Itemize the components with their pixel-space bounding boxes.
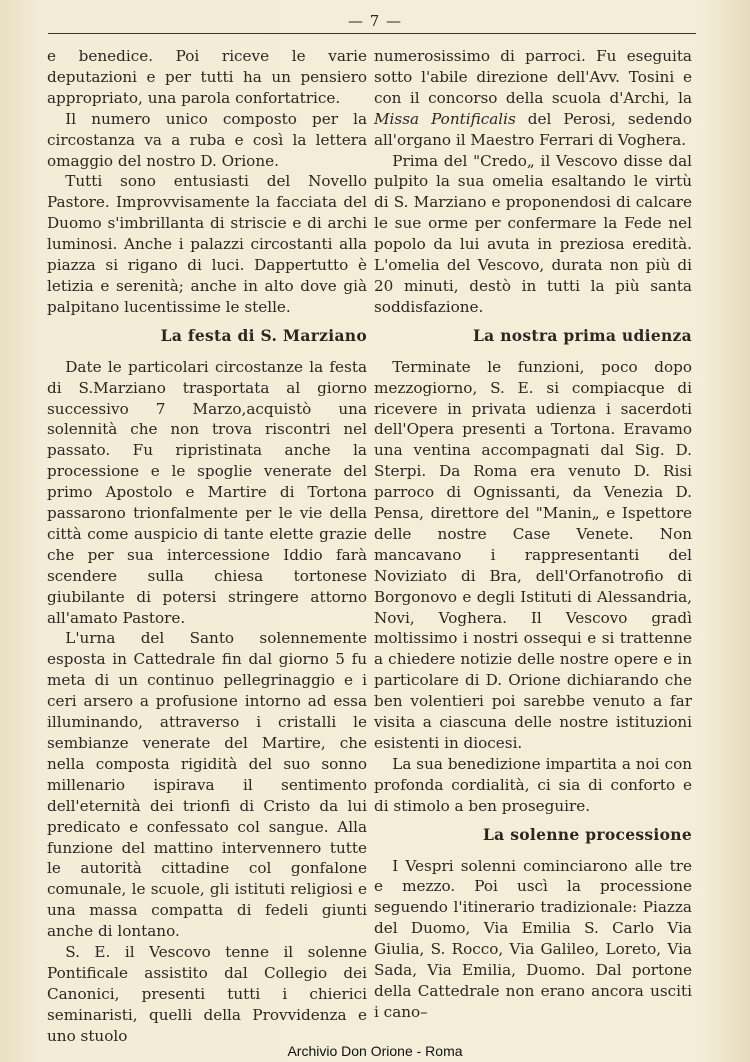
header-rule — [48, 33, 696, 34]
left-paragraph-5: L'urna del Santo solennemente esposta in Cattedrale fin dal giorno 5 fu meta di un continuo pellegrinaggio e i ceri arsero a profusione intorno ad essa illuminando, attraverso i cristalli le sembianze venerate del Martire, che nella composta rigidità del suo sonno millenario ispirava il sentimento dell'eternità dei trionfi di Cristo da lui predicato e confessato col sangue. Alla funzione del mattino intervennero tutte le autorità cittadine col gonfalone comunale, le scuole, gli istituti religiosi e una massa compatta di fedeli giunti anche di lontano. — [47, 629, 367, 941]
missa-title: Missa Pontificalis — [374, 109, 516, 128]
right-paragraph-2: Prima del "Credo„ il Vescovo disse dal pulpito la sua omelia esaltando le virtù di S. Marziano e proponendosi di calcare le sue orme per confermare la Fede nel popolo da lui avuta in preziosa eredità. L'omelia del Vescovo, durata non più di 20 minuti, destò in tutti la più santa soddisfazione. — [374, 151, 692, 316]
left-paragraph-4: Date le particolari circostanze la festa di S.Marziano trasportata al giorno successivo 7 Marzo,acquistò una solennità che non trova riscontri nel passato. Fu ripristinata anche la processione e le spoglie venerate del primo Apostolo e Martire di Tortona passarono trionfalmente per le vie della città come auspicio di tante elette grazie che per sua intercessione Iddio farà scendere sulla chiesa tortonese giubilante di potersi stringere attorno all'amato Pastore. — [47, 357, 367, 627]
section-heading-processione: La solenne processione — [482, 824, 692, 844]
left-paragraph-3: Tutti sono entusiasti del Novello Pastore. Improvvisamente la facciata del Duomo s'imbrillanta di striscie e di archi luminosi. Anche i palazzi circostanti alla piazza si rigano di luci. Dappertutto è letizia e serenità; anche in alto dove già palpitano lucentissime le stelle. — [47, 172, 367, 316]
right-paragraph-1: numerosissimo di parroci. Fu eseguita sotto l'abile direzione dell'Avv. Tosini e con il concorso della scuola d'Archi, la Missa Pontificalis del Perosi, sedendo all'organo il Maestro Ferrari di Voghera. — [374, 47, 692, 149]
section-heading-udienza: La nostra prima udienza — [472, 325, 692, 345]
right-paragraph-5: I Vespri solenni cominciarono alle tre e mezzo. Poi uscì la processione seguendo l'itinerario tradizionale: Piazza del Duomo, Via Emilia S. Carlo Via Giulia, S. Rocco, Via Galileo, Loreto, Via Sada, Via Emilia, Duomo. Dal portone della Cattedrale non erano ancora usciti i cano– — [374, 856, 692, 1021]
archive-footer: Archivio Don Orione - Roma — [287, 1043, 463, 1059]
right-column — [374, 46, 692, 1023]
right-paragraph-4: La sua benedizione impartita a noi con profonda cordialità, ci sia di conforto e di stimolo a ben proseguire. — [374, 754, 692, 815]
left-paragraph-6: S. E. il Vescovo tenne il solenne Pontificale assistito dal Collegio dei Canonici, presenti tutti i chierici seminaristi, quelli della Provvidenza e uno stuolo — [47, 943, 367, 1045]
right-paragraph-3: Terminate le funzioni, poco dopo mezzogiorno, S. E. si compiacque di ricevere in privata udienza i sacerdoti dell'Opera presenti a Tortona. Eravamo una ventina accompagnati dal Sig. D. Sterpi. Da Roma era venuto D. Risi parroco di Ognissanti, da Venezia D. Pensa, direttore del "Manin„ e Ispettore delle nostre Case Venete. Non mancavano i rappresentanti del Noviziato di Bra, dell'Orfanotrofio di Borgonovo e degli Istituti di Alessandria, Novi, Voghera. Il Vescovo gradì moltissimo i nostri ossequi e si trattenne a chiedere notizie delle nostre opere e in particolare di D. Orione dichiarando che ben volentieri poi sarebbe venuto a far visita a ciascuna delle nostre istituzioni esistenti in diocesi. — [374, 357, 692, 752]
section-heading-festa: La festa di S. Marziano — [160, 325, 367, 345]
page-number: — 7 — — [347, 12, 403, 30]
left-paragraph-1: e benedice. Poi riceve le varie deputazioni e per tutti ha un pensiero appropriato, una parola confortatrice. — [47, 47, 367, 107]
left-paragraph-2: Il numero unico composto per la circostanza va a ruba e così la lettera omaggio del nostro D. Orione. — [47, 109, 367, 170]
left-column — [47, 46, 367, 1047]
